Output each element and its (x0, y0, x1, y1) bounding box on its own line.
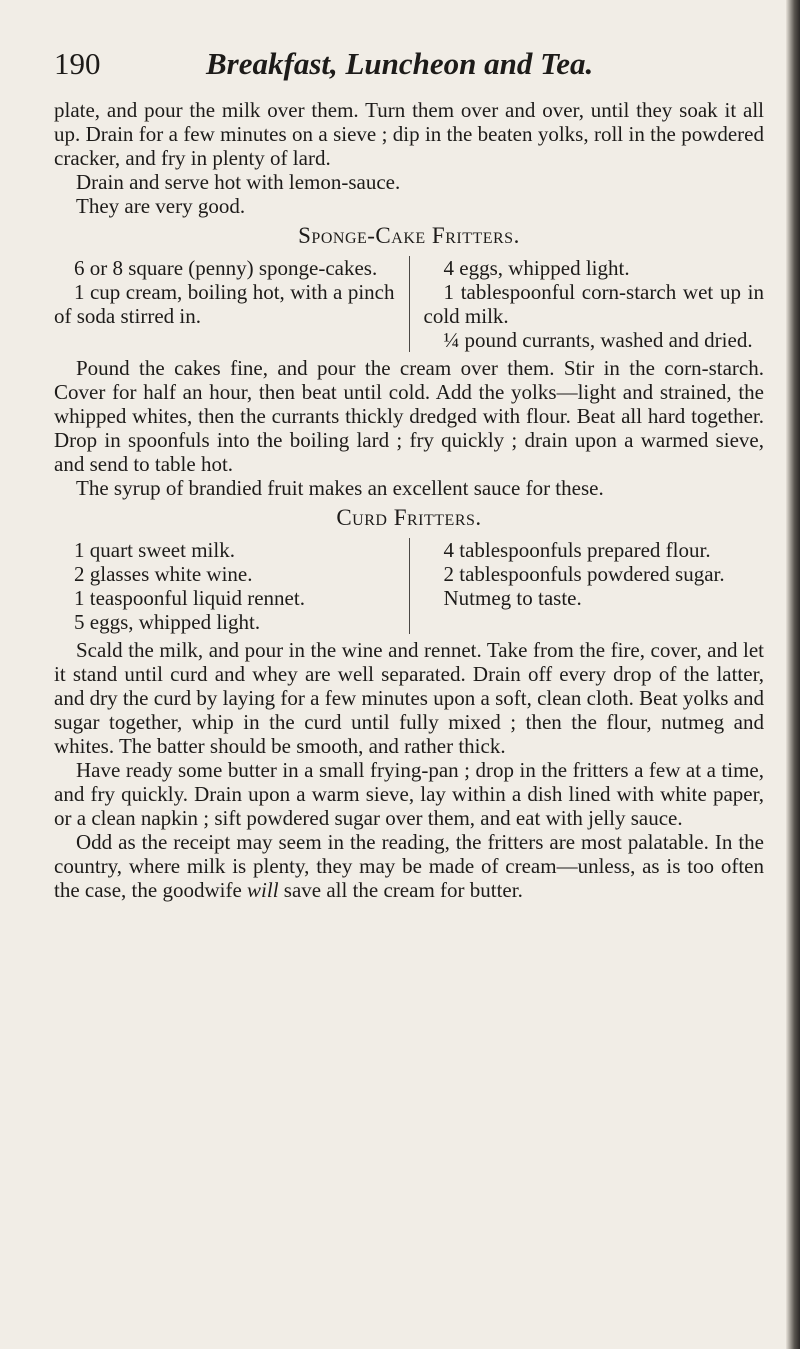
sponge-ingredients (54, 256, 764, 352)
page-content (54, 98, 764, 902)
curd-method-2: Have ready some butter in a small frying-pan ; drop in the fritters a few at a time, and fry quickly. Drain upon a warm sieve, lay within a dish lined with white paper, or a clean napkin ; sift powdered sugar over them, and eat with jelly sauce. (54, 758, 764, 830)
ingredient-item: 1 quart sweet milk. (74, 538, 235, 562)
curd-note-text: Odd as the receipt may seem in the reading, the fritters are most palatable. In the country, where milk is plenty, they may be made of cream—unless, as is too often the case, the goodwife (54, 830, 764, 902)
curd-ingredients-left (54, 538, 410, 634)
ingredient-item: 4 tablespoonfuls prepared flour. (443, 538, 711, 562)
ingredient-item: 5 eggs, whipped light. (74, 610, 261, 634)
curd-ingredients-right (410, 538, 765, 634)
sponge-fritters-heading: Sponge-Cake Fritters. (298, 223, 520, 248)
sponge-note: The syrup of brandied fruit makes an excellent sauce for these. (76, 476, 604, 500)
curd-method-1: Scald the milk, and pour in the wine and rennet. Take from the fire, cover, and let it stand until curd and whey are well separated. Drain off every drop of the latter, and dry the curd by laying for a few minutes upon a soft, clean cloth. Beat yolks and sugar together, whip in the curd until fully mixed ; then the flour, nutmeg and whites. The batter should be smooth, and rather thick. (54, 638, 764, 758)
curd-fritters-heading: Curd Fritters. (336, 505, 482, 530)
intro-paragraph: plate, and pour the milk over them. Turn them over and over, until they soak it all up. Drain for a few minutes on a sieve ; dip in the beaten yolks, roll in the powdered cracker, and fry in plenty of lard. (54, 98, 764, 170)
ingredient-item: 6 or 8 square (penny) sponge-cakes. (74, 256, 378, 280)
page-number: 190 (54, 46, 101, 81)
ingredient-item: 1 tablespoonful corn-starch wet up in cold milk. (423, 280, 764, 328)
intro-serve-line: Drain and serve hot with lemon-sauce. (76, 170, 401, 194)
curd-note-emphasis: will (247, 878, 279, 902)
ingredient-item: 2 tablespoonfuls powdered sugar. (443, 562, 725, 586)
page-edge-shadow (786, 0, 800, 1349)
ingredient-item: 4 eggs, whipped light. (443, 256, 630, 280)
running-title: Breakfast, Luncheon and Tea. (206, 46, 594, 81)
curd-note (54, 830, 764, 902)
sponge-ingredients-right (410, 256, 765, 352)
curd-ingredients (54, 538, 764, 634)
ingredient-item: Nutmeg to taste. (443, 586, 582, 610)
sponge-ingredients-left (54, 256, 410, 352)
sponge-method: Pound the cakes fine, and pour the cream over them. Stir in the corn-starch. Cover for half an hour, then beat until cold. Add the yolks—light and strained, the whipped whites, then the currants thickly dredged with flour. Beat all hard together. Drop in spoonfuls into the boiling lard ; fry quickly ; drain upon a warmed sieve, and send to table hot. (54, 356, 764, 476)
page-header (54, 44, 754, 84)
curd-note-end: save all the cream for butter. (278, 878, 523, 902)
intro-good-line: They are very good. (76, 194, 246, 218)
ingredient-item: 1 teaspoonful liquid rennet. (74, 586, 305, 610)
ingredient-item: ¼ pound currants, washed and dried. (443, 328, 753, 352)
ingredient-item: 1 cup cream, boiling hot, with a pinch of soda stirred in. (54, 280, 395, 328)
ingredient-item: 2 glasses white wine. (74, 562, 253, 586)
